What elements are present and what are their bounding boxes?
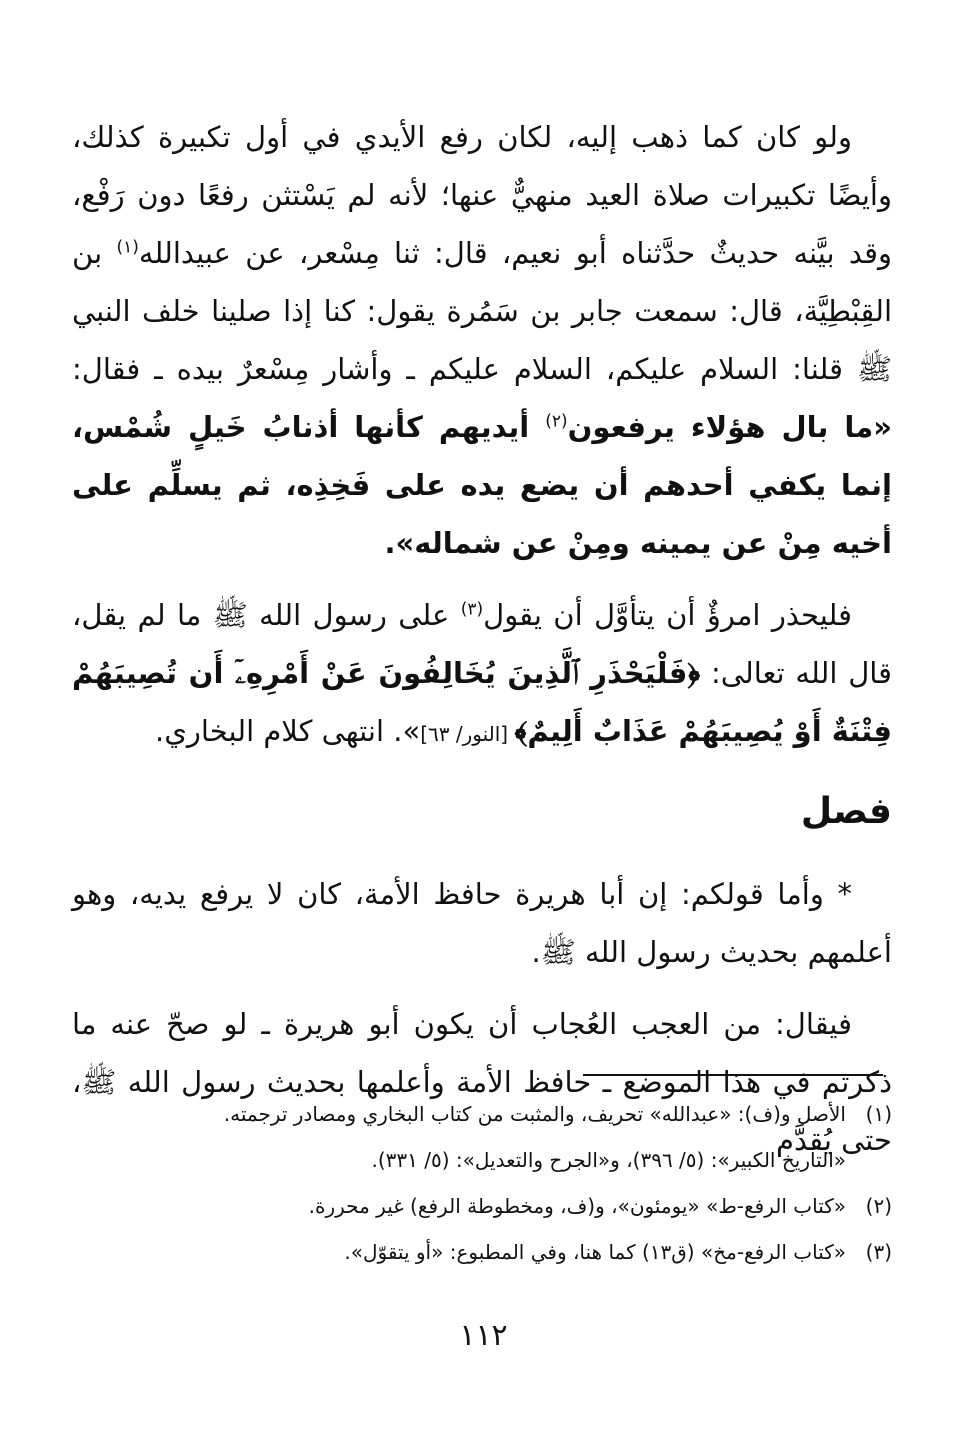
footnote-1-continued [72, 1140, 892, 1180]
paragraph-2-text-c: ». انتهى كلام البخاري. [155, 714, 421, 748]
footnote-2 [72, 1186, 892, 1226]
footnote-3 [72, 1232, 892, 1272]
hadith-quote-a: «ما بال هؤلاء يرفعون [567, 410, 892, 444]
verse-reference: [النور/ ٦٣] [420, 722, 515, 746]
footnote-1-line-2: «التاريخ الكبير»: (٥/ ٣٩٦)، و«الجرح والتعديل»: (٥/ ٣٣١). [371, 1148, 846, 1172]
paragraph-1-text-a: ولو كان كما ذهب إليه، لكان رفع الأيدي في أول تكبيرة كذلك، وأيضًا تكبيرات صلاة العيد منهيٌّ عنها؛ لأنه لم يَسْتثن رفعًا دون رَفْع، وقد بيَّنه حديثٌ حدَّثناه أبو نعيم، قال: ثنا مِسْعر، عن عبيدالله [72, 120, 892, 270]
paragraph-1 [72, 108, 892, 572]
footnote-marker-3: (٣) [460, 599, 484, 620]
page-number: ١١٢ [459, 1318, 508, 1353]
footnote-3-number: (٣) [865, 1240, 892, 1264]
footnote-2-number: (٢) [865, 1194, 892, 1218]
footnote-marker-1: (١) [116, 237, 139, 258]
footnote-1 [72, 1094, 892, 1134]
footnotes [72, 1094, 892, 1278]
footnote-2-line-1: «كتاب الرفع-ط» «يومئون»، و(ف، ومخطوطة الرفع) غير محررة. [308, 1194, 846, 1218]
main-text [72, 108, 892, 1183]
footnote-3-line-1: «كتاب الرفع-مخ» (ق١٣) كما هنا، وفي المطبوع: «أو يتقوّل». [344, 1240, 846, 1264]
paragraph-2-text-b: على رسول الله ﷺ ما لم يقل، قال الله تعالى: [72, 598, 893, 690]
footnote-marker-2: (٢) [545, 411, 568, 432]
paragraph-4: فيقال: من العجب العُجاب أن يكون أبو هريرة ـ لو صحّ عنه ما ذكرتم في هذا الموضع ـ حافظ الأمة وأعلمها بحديث رسول الله ﷺ، حتى يُقدَّم [72, 1007, 892, 1157]
paragraph-2 [72, 586, 892, 763]
footnote-1-number: (١) [865, 1102, 892, 1126]
paragraph-2-text-a: فليحذر امرؤٌ أن يتأوَّل أن يقول [483, 598, 852, 632]
footnote-separator [583, 1074, 883, 1076]
footnote-1-line-1: الأصل و(ف): «عبدالله» تحريف، والمثبت من كتاب البخاري ومصادر ترجمته. [223, 1102, 846, 1126]
hadith-quote-b: أيديهم كأنها أذنابُ خَيلٍ شُمْس، إنما يكفي أحدهم أن يضع يده على فَخِذِه، ثم يسلِّم على أخيه مِنْ عن يمينه ومِنْ عن شماله». [72, 410, 892, 560]
paragraph-1-text-b: بن القِبْطِيَّة، قال: سمعت جابر بن سَمُرة يقول: كنا إذا صلينا خلف النبي ﷺ قلنا: السلام عليكم، السلام عليكم ـ وأشار مِسْعرٌ بيده ـ فقال: [72, 236, 892, 386]
section-title: فصل [800, 791, 892, 832]
paragraph-3: * وأما قولكم: إن أبا هريرة حافظ الأمة، كان لا يرفع يديه، وهو أعلمهم بحديث رسول الله ﷺ. [72, 877, 892, 969]
quran-verse: ﴿فَلْيَحْذَرِ ٱلَّذِينَ يُخَالِفُونَ عَنْ أَمْرِهِۦٓ أَن تُصِيبَهُمْ فِتْنَةٌ أَوْ يُصِيبَهُمْ عَذَابٌ أَلِيمٌ﴾ [72, 656, 892, 748]
